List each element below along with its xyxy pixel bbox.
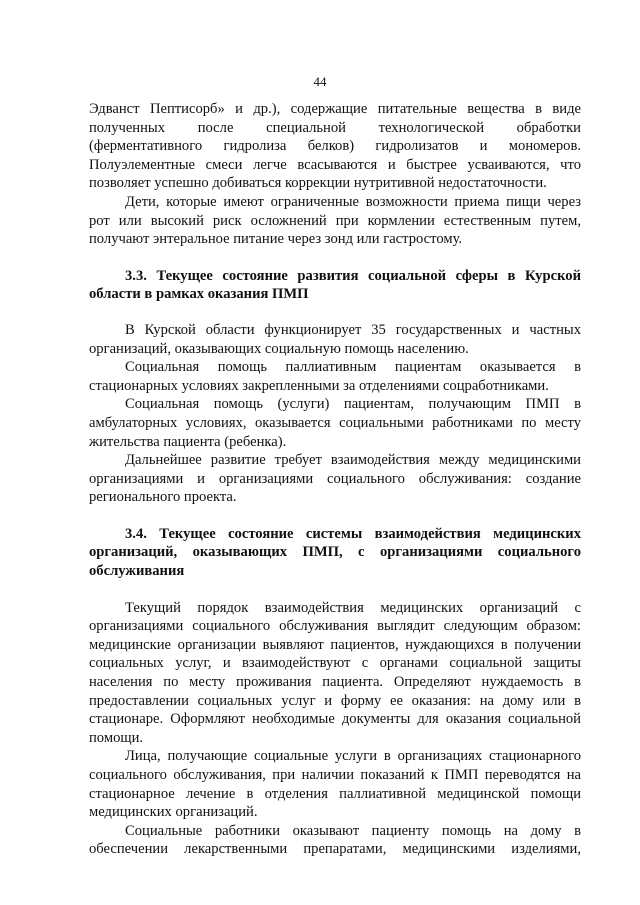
section-3-3-paragraph-3 bbox=[89, 395, 581, 451]
text-line: стационаре. Оформляют необходимые документы для оказания социальной bbox=[89, 711, 581, 728]
text-line: получают энтеральное питание через зонд или гастростому. bbox=[89, 231, 463, 248]
text-line: (ферментативного гидролиза белков) гидролизатов и мономеров. bbox=[89, 138, 581, 155]
text-line: организациями социального обслуживания выглядит следующим образом: bbox=[89, 618, 581, 635]
text-line: стационарное лечение в отделения паллиативной медицинской помощи bbox=[89, 785, 581, 802]
text-line: полученных после специальной технологической обработки bbox=[89, 119, 581, 136]
section-3-4-paragraph-3 bbox=[89, 822, 581, 859]
text-line: Дети, которые имеют ограниченные возможности приема пищи через bbox=[125, 193, 581, 210]
text-line: населения по месту проживания пациента. Определяют нуждаемость в bbox=[89, 674, 581, 691]
text-line: медицинские организации выявляют пациентов, нуждающихся в получении bbox=[89, 636, 581, 653]
heading-line: области в рамках оказания ПМП bbox=[89, 286, 309, 303]
text-line: Социальная помощь паллиативным пациентам оказывается в bbox=[125, 359, 581, 376]
text-line: предоставлении социальных услуг и форму ее оказания: на дому или в bbox=[89, 692, 581, 709]
page-number: 44 bbox=[313, 74, 327, 89]
text-line: стационарных условиях закрепленными за отделениями соцработниками. bbox=[89, 377, 549, 394]
text-line: Полуэлементные смеси легче всасываются и быстрее усваиваются, что bbox=[89, 156, 581, 173]
section-3-3-paragraph-1 bbox=[89, 321, 581, 358]
heading-line: 3.3. Текущее состояние развития социальной сферы в Курской bbox=[125, 267, 581, 284]
intro-paragraph bbox=[89, 100, 581, 193]
text-line: рот или высокий риск осложнений при кормлении естественным путем, bbox=[89, 212, 581, 229]
text-line: Дальнейшее развитие требует взаимодействия между медицинскими bbox=[125, 452, 581, 469]
text-line: регионального проекта. bbox=[89, 489, 237, 506]
section-3-4-paragraph-2 bbox=[89, 747, 581, 821]
section-heading-3-3 bbox=[89, 267, 581, 304]
text-line: Социальная помощь (услуги) пациентам, получающим ПМП в bbox=[125, 396, 581, 413]
section-3-4-paragraph-1 bbox=[89, 599, 581, 748]
document-body bbox=[89, 100, 581, 859]
text-line: социальных услуг, и взаимодействуют с органами социальной защиты bbox=[89, 655, 581, 672]
heading-line: обслуживания bbox=[89, 563, 185, 580]
text-line: В Курской области функционирует 35 государственных и частных bbox=[125, 321, 581, 338]
text-line: медицинских организаций. bbox=[89, 804, 258, 821]
text-line: социального обслуживания, при наличии показаний к ПМП переводятся на bbox=[89, 767, 581, 783]
section-heading-3-4 bbox=[89, 525, 581, 581]
text-line: организаций, оказывающих социальную помощь населению. bbox=[89, 340, 469, 357]
heading-line: организаций, оказывающих ПМП, с организациями социального bbox=[89, 544, 581, 561]
heading-line: 3.4. Текущее состояние системы взаимодействия медицинских bbox=[125, 525, 581, 542]
section-3-3-paragraph-4 bbox=[89, 451, 581, 507]
text-line: обеспечении лекарственными препаратами, медицинскими изделиями, bbox=[89, 841, 581, 858]
text-line: амбулаторных условиях, оказывается социальными работниками по месту bbox=[89, 414, 581, 431]
section-3-3-paragraph-2 bbox=[89, 358, 581, 395]
text-line: жительства пациента (ребенка). bbox=[89, 433, 287, 450]
text-line: Текущий порядок взаимодействия медицинских организаций с bbox=[125, 599, 581, 616]
text-line: позволяет успешно добиваться коррекции нутритивной недостаточности. bbox=[89, 175, 547, 192]
text-line: Эдванст Пептисорб» и др.), содержащие питательные вещества в виде bbox=[89, 101, 581, 117]
text-line: помощи. bbox=[89, 729, 144, 746]
text-line: Социальные работники оказывают пациенту помощь на дому в bbox=[125, 822, 581, 839]
intro-paragraph-2 bbox=[89, 193, 581, 249]
text-line: организациями и организациями социального обслуживания: создание bbox=[89, 470, 581, 487]
text-line: Лица, получающие социальные услуги в организациях стационарного bbox=[125, 748, 581, 765]
